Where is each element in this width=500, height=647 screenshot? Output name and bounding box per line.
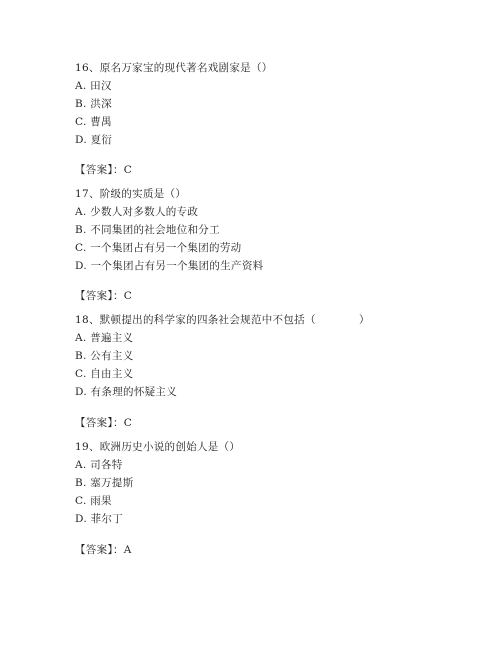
question-19-option-b: B. 塞万提斯 bbox=[75, 477, 134, 489]
question-18-option-c: C. 自由主义 bbox=[75, 368, 134, 380]
question-19-option-d: D. 菲尔丁 bbox=[75, 513, 124, 525]
question-16-option-b: B. 洪深 bbox=[75, 98, 112, 110]
question-16-answer: 【答案】：C bbox=[75, 164, 133, 176]
question-16-option-a: A. 田汉 bbox=[75, 80, 112, 92]
question-17-answer: 【答案】：C bbox=[75, 290, 133, 302]
question-19-option-a: A. 司各特 bbox=[75, 459, 123, 471]
question-16-stem: 16、原名万家宝的现代著名戏剧家是（） bbox=[75, 62, 273, 74]
question-19-option-c: C. 雨果 bbox=[75, 495, 112, 507]
question-17-option-b: B. 不同集团的社会地位和分工 bbox=[75, 224, 220, 236]
question-18-option-b: B. 公有主义 bbox=[75, 350, 134, 362]
question-19-answer: 【答案】：A bbox=[75, 544, 132, 556]
question-16-option-c: C. 曹禺 bbox=[75, 116, 112, 128]
question-16-option-d: D. 夏衍 bbox=[75, 134, 113, 146]
question-18-option-a: A. 普遍主义 bbox=[75, 332, 134, 344]
question-17-option-d: D. 一个集团占有另一个集团的生产资料 bbox=[75, 260, 264, 272]
question-18-stem: 18、默顿提出的科学家的四条社会规范中不包括（ ） bbox=[75, 314, 370, 326]
question-19-stem: 19、欧洲历史小说的创始人是（） bbox=[75, 441, 241, 453]
question-17-option-c: C. 一个集团占有另一个集团的劳动 bbox=[75, 242, 242, 254]
question-18-option-d: D. 有条理的怀疑主义 bbox=[75, 386, 178, 398]
question-18-answer: 【答案】：C bbox=[75, 417, 133, 429]
question-17-stem: 17、阶级的实质是（） bbox=[75, 188, 187, 200]
question-17-option-a: A. 少数人对多数人的专政 bbox=[75, 206, 199, 218]
